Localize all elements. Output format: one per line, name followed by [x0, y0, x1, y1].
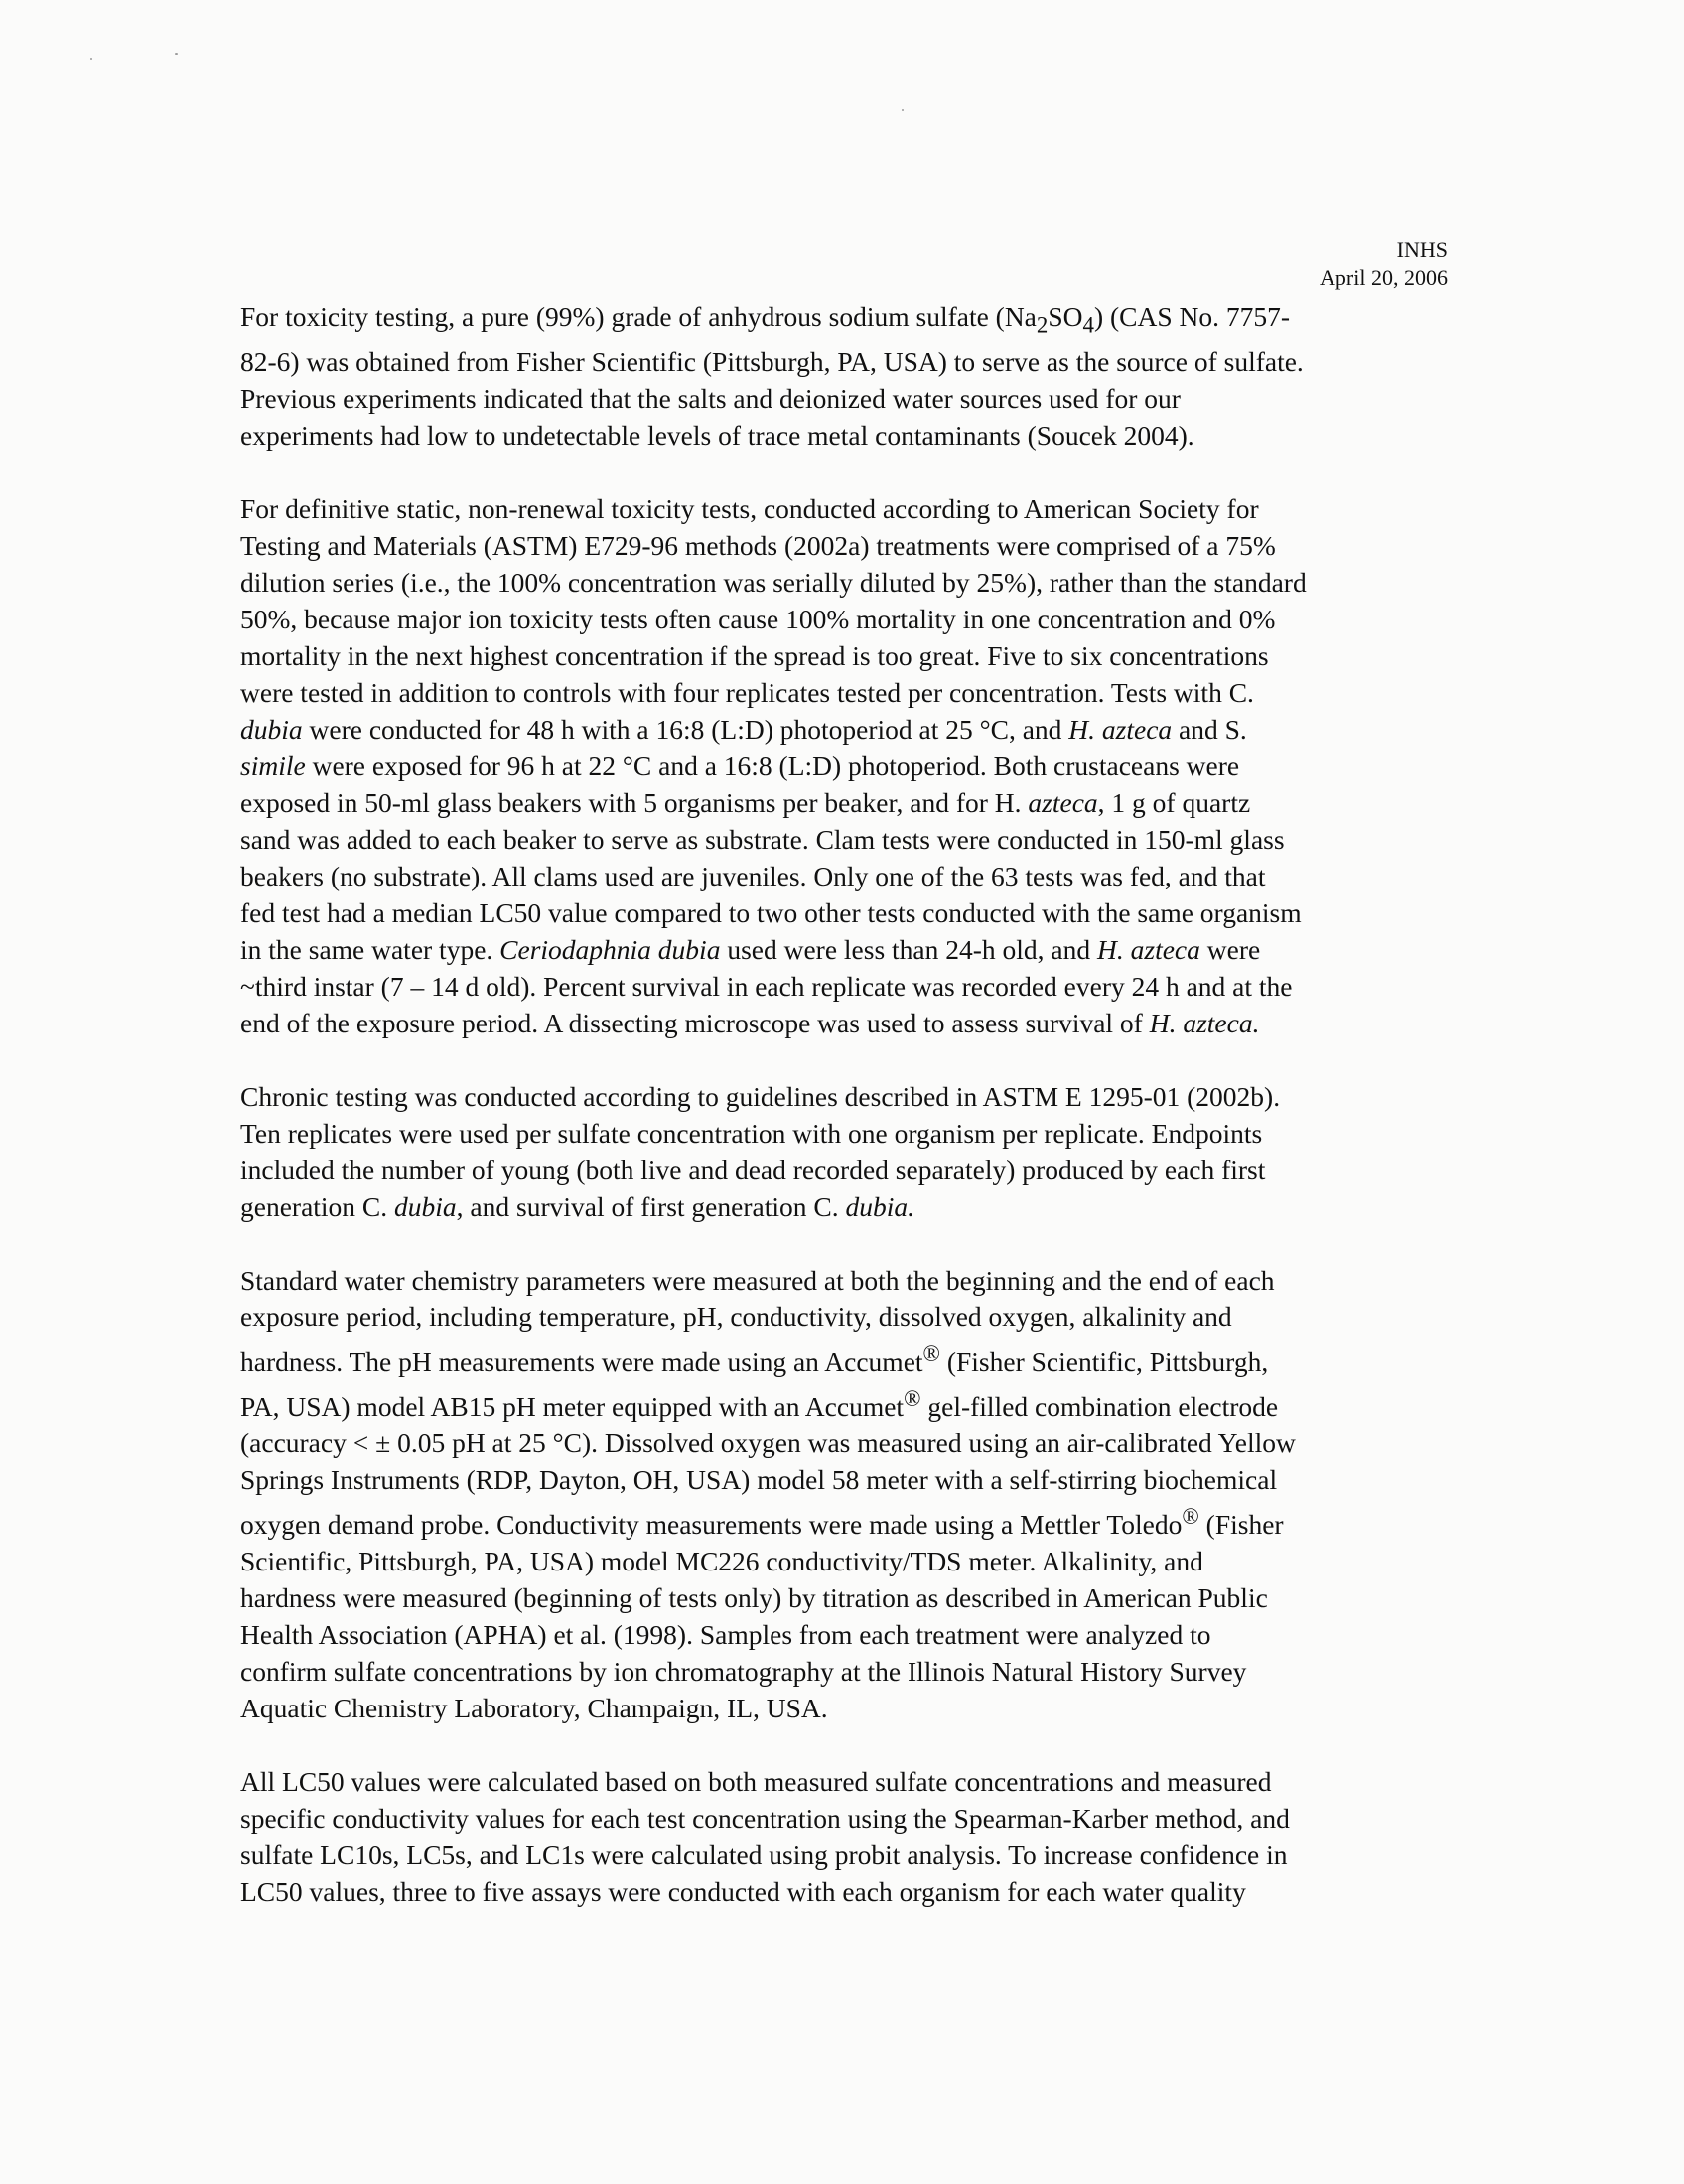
- scan-speck: [175, 53, 178, 55]
- text-run: were: [1199, 933, 1261, 965]
- paragraph: [240, 1078, 1448, 1225]
- body-text: [240, 298, 1448, 1947]
- text-run: 82-6) was obtained from Fisher Scientific (Pittsburgh, PA, USA) to serve as the source of sulfate.: [240, 345, 1304, 377]
- text-run: and S.: [1172, 713, 1247, 745]
- text-line: [240, 1188, 1448, 1225]
- text-line: [240, 1152, 1448, 1188]
- text-line: [240, 858, 1448, 894]
- text-line: [240, 1005, 1448, 1041]
- text-run: All LC50 values were calculated based on both measured sulfate concentrations and measured: [240, 1765, 1272, 1797]
- text-run: exposed in 50-ml glass beakers with 5 organisms per beaker, and for H.: [240, 786, 1029, 818]
- italic-run: H. azteca: [1097, 933, 1200, 965]
- text-run: hardness were measured (beginning of tests only) by titration as described in American Public: [240, 1581, 1268, 1613]
- text-run: fed test had a median LC50 value compared to two other tests conducted with the same organism: [240, 896, 1302, 928]
- text-line: [240, 564, 1448, 601]
- text-line: [240, 1078, 1448, 1115]
- text-line: [240, 601, 1448, 637]
- text-run: dilution series (i.e., the 100% concentration was serially diluted by 25%), rather than the standard: [240, 566, 1307, 598]
- text-line: [240, 1335, 1448, 1380]
- text-run: PA, USA) model AB15 pH meter equipped with an Accumet: [240, 1390, 905, 1422]
- superscript: ®: [922, 1340, 940, 1366]
- subscript: 4: [1082, 312, 1094, 338]
- page-header: [1320, 236, 1448, 292]
- text-run: (Fisher Scientific, Pittsburgh,: [939, 1345, 1269, 1377]
- text-run: hardness. The pH measurements were made using an Accumet: [240, 1345, 923, 1377]
- text-run: (accuracy < ± 0.05 pH at 25 °C). Dissolved oxygen was measured using an air-calibrated Yellow: [240, 1427, 1296, 1458]
- text-line: [240, 1543, 1448, 1579]
- text-line: [240, 1837, 1448, 1873]
- text-run: sand was added to each beaker to serve as substrate. Clam tests were conducted in 150-ml glass: [240, 823, 1285, 855]
- italic-run: simile: [240, 750, 306, 781]
- text-line: [240, 674, 1448, 711]
- text-line: [240, 1298, 1448, 1335]
- text-run: (Fisher: [1198, 1508, 1284, 1540]
- text-run: For toxicity testing, a pure (99%) grade of anhydrous sodium sulfate (Na: [240, 301, 1037, 332]
- header-date: April 20, 2006: [1320, 265, 1448, 290]
- text-run: Chronic testing was conducted according to guidelines described in ASTM E 1295-01 (2002b).: [240, 1080, 1281, 1112]
- italic-run: H. azteca.: [1149, 1007, 1260, 1038]
- text-run: ~third instar (7 – 14 d old). Percent survival in each replicate was recorded every 24 h and at the: [240, 970, 1293, 1002]
- superscript: ®: [1182, 1503, 1199, 1529]
- text-run: sulfate LC10s, LC5s, and LC1s were calculated using probit analysis. To increase confidence in: [240, 1839, 1288, 1870]
- text-run: Aquatic Chemistry Laboratory, Champaign, IL, USA.: [240, 1692, 828, 1723]
- italic-run: dubia: [394, 1190, 457, 1222]
- scan-speck: [902, 109, 904, 111]
- text-line: [240, 968, 1448, 1005]
- text-run: mortality in the next highest concentration if the spread is too great. Five to six concentrations: [240, 639, 1269, 671]
- text-run: SO: [1048, 301, 1083, 332]
- text-line: [240, 1653, 1448, 1690]
- text-run: exposure period, including temperature, pH, conductivity, dissolved oxygen, alkalinity and: [240, 1300, 1232, 1332]
- text-run: specific conductivity values for each test concentration using the Spearman-Karber method, and: [240, 1802, 1290, 1834]
- text-line: [240, 894, 1448, 931]
- text-line: [240, 1873, 1448, 1910]
- text-line: [240, 298, 1448, 343]
- text-line: [240, 1380, 1448, 1425]
- text-line: [240, 1579, 1448, 1616]
- text-run: 50%, because major ion toxicity tests often cause 100% mortality in one concentration and 0%: [240, 603, 1276, 634]
- paragraph: [240, 1262, 1448, 1726]
- text-run: ) (CAS No. 7757-: [1093, 301, 1291, 332]
- paragraph: [240, 1763, 1448, 1910]
- header-org: INHS: [1396, 237, 1448, 262]
- text-run: , 1 g of quartz: [1097, 786, 1251, 818]
- text-line: [240, 1498, 1448, 1543]
- italic-run: dubia: [240, 713, 303, 745]
- paragraph: [240, 490, 1448, 1041]
- text-line: [240, 417, 1448, 454]
- superscript: ®: [904, 1385, 921, 1411]
- text-run: Previous experiments indicated that the salts and deionized water sources used for our: [240, 382, 1181, 414]
- subscript: 2: [1036, 312, 1049, 338]
- text-run: used were less than 24-h old, and: [720, 933, 1098, 965]
- text-run: were exposed for 96 h at 22 °C and a 16:8 (L:D) photoperiod. Both crustaceans were: [305, 750, 1240, 781]
- text-line: [240, 343, 1448, 380]
- text-run: end of the exposure period. A dissecting microscope was used to assess survival of: [240, 1007, 1150, 1038]
- text-line: [240, 711, 1448, 748]
- text-line: [240, 380, 1448, 417]
- text-line: [240, 1800, 1448, 1837]
- text-line: [240, 1763, 1448, 1800]
- text-line: [240, 1262, 1448, 1298]
- text-run: Standard water chemistry parameters were measured at both the beginning and the end of each: [240, 1264, 1275, 1296]
- text-line: [240, 527, 1448, 564]
- text-line: [240, 637, 1448, 674]
- italic-run: azteca: [1028, 786, 1098, 818]
- italic-run: Ceriodaphnia dubia: [499, 933, 721, 965]
- text-run: were conducted for 48 h with a 16:8 (L:D) photoperiod at 25 °C, and: [302, 713, 1069, 745]
- text-line: [240, 1616, 1448, 1653]
- text-run: Springs Instruments (RDP, Dayton, OH, USA) model 58 meter with a self-stirring biochemical: [240, 1463, 1278, 1495]
- text-run: generation C.: [240, 1190, 395, 1222]
- italic-run: H. azteca: [1068, 713, 1173, 745]
- text-line: [240, 821, 1448, 858]
- italic-run: dubia.: [845, 1190, 914, 1222]
- text-run: Scientific, Pittsburgh, PA, USA) model MC226 conductivity/TDS meter. Alkalinity, and: [240, 1545, 1203, 1576]
- text-run: Testing and Materials (ASTM) E729-96 methods (2002a) treatments were comprised of a 75%: [240, 529, 1276, 561]
- text-run: beakers (no substrate). All clams used are juveniles. Only one of the 63 tests was fed, and that: [240, 860, 1266, 891]
- paragraph: [240, 298, 1448, 454]
- text-line: [240, 1425, 1448, 1461]
- text-run: oxygen demand probe. Conductivity measurements were made using a Mettler Toledo: [240, 1508, 1183, 1540]
- text-run: included the number of young (both live and dead recorded separately) produced by each first: [240, 1154, 1266, 1185]
- text-line: [240, 784, 1448, 821]
- text-line: [240, 1690, 1448, 1726]
- text-run: were tested in addition to controls with four replicates tested per concentration. Tests with C.: [240, 676, 1254, 708]
- text-run: Health Association (APHA) et al. (1998). Samples from each treatment were analyzed to: [240, 1618, 1211, 1650]
- text-line: [240, 1461, 1448, 1498]
- text-line: [240, 931, 1448, 968]
- text-line: [240, 1115, 1448, 1152]
- text-run: , and survival of first generation C.: [456, 1190, 846, 1222]
- text-run: For definitive static, non-renewal toxicity tests, conducted according to American Society for: [240, 492, 1259, 524]
- text-run: LC50 values, three to five assays were conducted with each organism for each water quality: [240, 1875, 1246, 1907]
- scan-speck: [90, 58, 92, 60]
- text-run: in the same water type.: [240, 933, 500, 965]
- text-run: confirm sulfate concentrations by ion chromatography at the Illinois Natural History Survey: [240, 1655, 1247, 1687]
- text-line: [240, 490, 1448, 527]
- text-run: experiments had low to undetectable levels of trace metal contaminants (Soucek 2004).: [240, 419, 1194, 451]
- text-run: gel-filled combination electrode: [920, 1390, 1279, 1422]
- text-run: Ten replicates were used per sulfate concentration with one organism per replicate. Endpoints: [240, 1117, 1263, 1149]
- text-line: [240, 748, 1448, 784]
